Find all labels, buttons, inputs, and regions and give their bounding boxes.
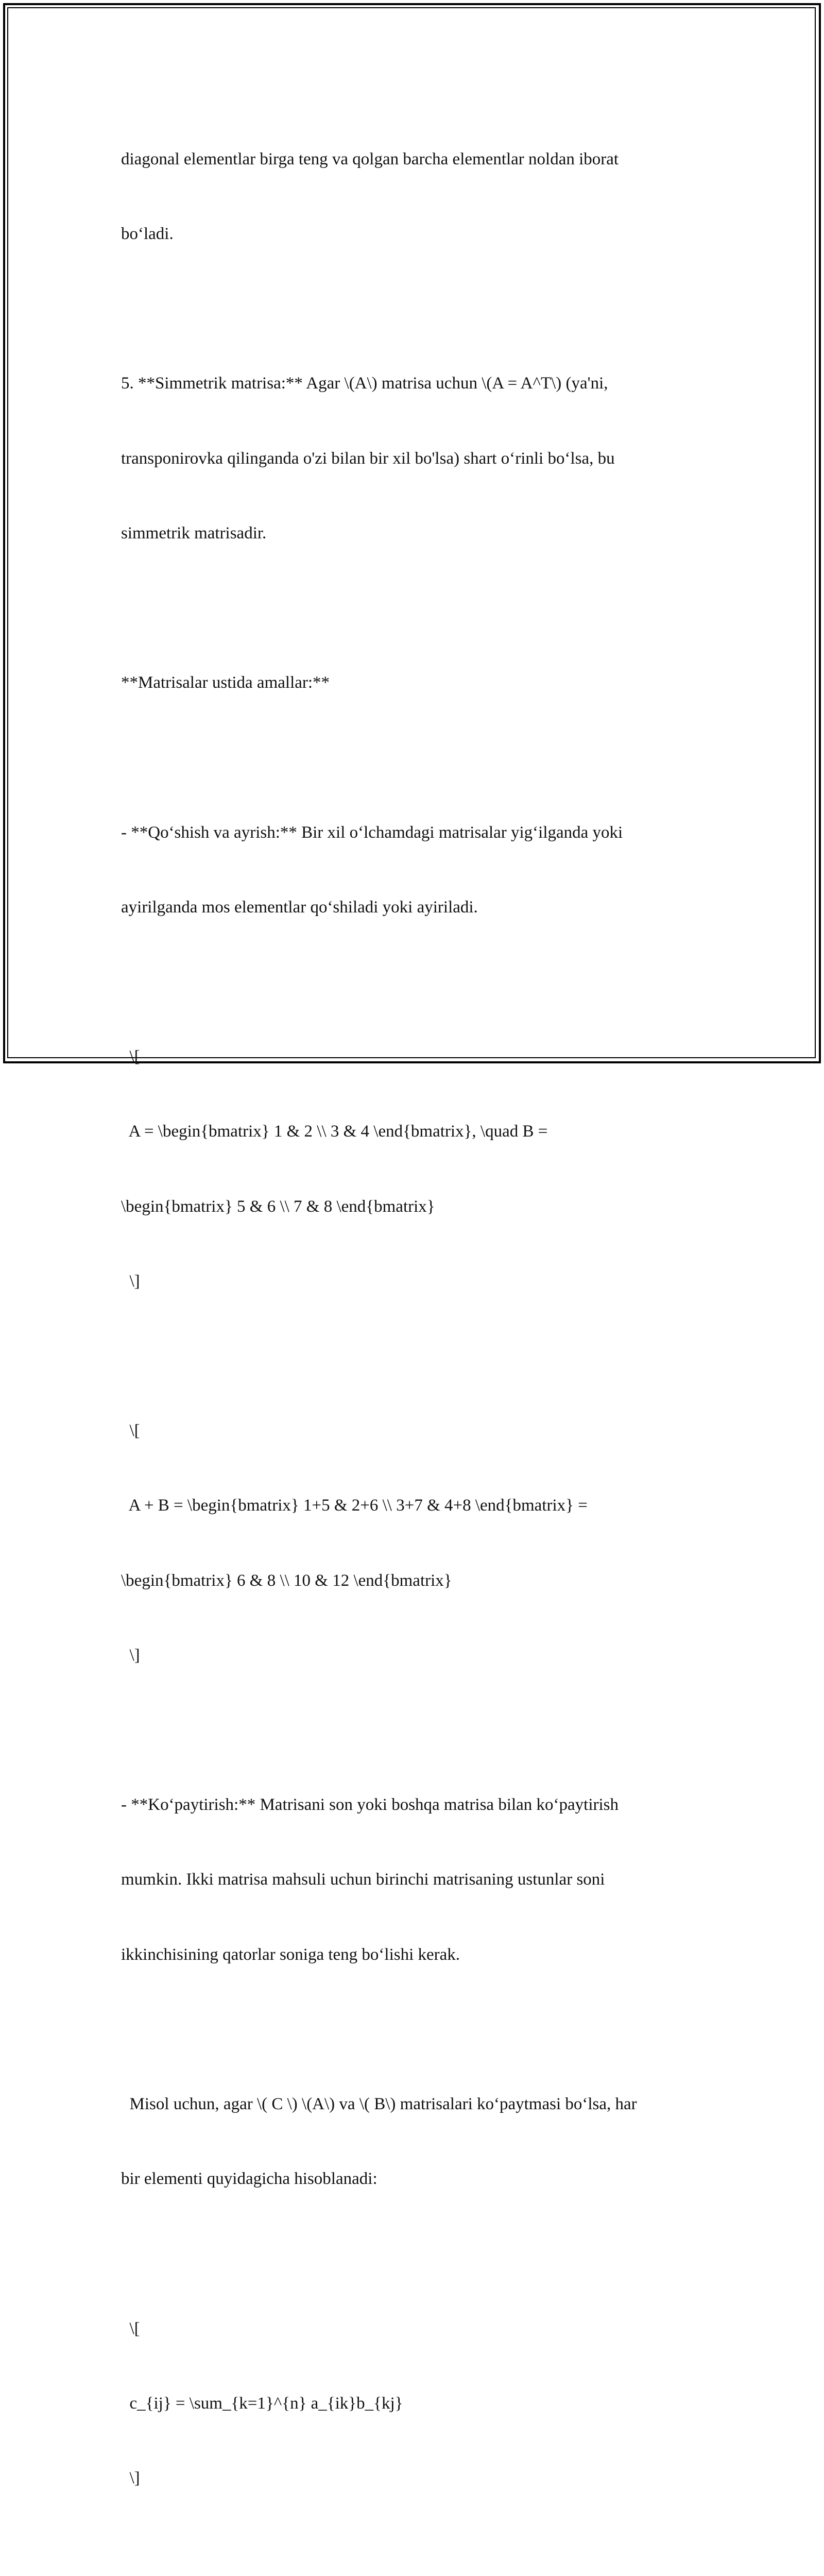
list-item-line: - **Qo‘shish va ayrish:** Bir xil o‘lchamdagi matrisalar yig‘ilganda yoki [121, 823, 623, 842]
formula-line: \begin{bmatrix} 5 & 6 \\ 7 & 8 \end{bmatrix} [121, 1197, 435, 1216]
formula-line: \[ [121, 2319, 140, 2338]
text-line: simmetrik matrisadir. [121, 523, 267, 543]
blank-line [121, 970, 713, 994]
formula-line: \[ [121, 1421, 140, 1440]
blank-line [121, 2540, 713, 2565]
list-item-line: - **Ko‘paytirish:** Matrisani son yoki boshqa matrisa bilan ko‘paytirish [121, 1795, 619, 1815]
section-heading: **Matrisalar ustida amallar:** [121, 673, 330, 692]
formula-line: c_{ij} = \sum_{k=1}^{n} a_{ik}b_{kj} [121, 2394, 403, 2413]
text-line: Misol uchun, agar \( C \) \(A\) va \( B\) matrisalari ko‘paytmasi bo‘lsa, har [121, 2095, 637, 2114]
formula-line: \begin{bmatrix} 6 & 8 \\ 10 & 12 \end{bmatrix} [121, 1571, 452, 1590]
text-line: diagonal elementlar birga teng va qolgan barcha elementlar noldan iborat [121, 149, 619, 168]
blank-line [121, 1718, 713, 1742]
blank-line [121, 596, 713, 620]
blank-line [121, 745, 713, 770]
formula-line: \] [121, 1646, 140, 1665]
blank-line [121, 2242, 713, 2266]
text-line: bo‘ladi. [121, 225, 174, 244]
text-line: ikkinchisining qatorlar soniga teng bo‘lishi kerak. [121, 1945, 460, 1964]
text-line: mumkin. Ikki matrisa mahsuli uchun birinchi matrisaning ustunlar soni [121, 1870, 605, 1889]
text-line: bir elementi quyidagicha hisoblanadi: [121, 2170, 377, 2189]
text-line: ayirilganda mos elementlar qo‘shiladi yoki ayiriladi. [121, 897, 478, 917]
text-line: transponirovka qilinganda o'zi bilan bir xil bo'lsa) shart o‘rinli bo‘lsa, bu [121, 449, 615, 468]
formula-line: \] [121, 1272, 140, 1291]
blank-line [121, 1344, 713, 1368]
formula-line: \[ [121, 1047, 140, 1066]
formula-line: \] [121, 2469, 140, 2488]
text-line: 5. **Simmetrik matrisa:** Agar \(A\) matrisa uchun \(A = A^T\) (ya'ni, [121, 374, 608, 393]
blank-line [121, 296, 713, 321]
blank-line [121, 2017, 713, 2042]
formula-line: A + B = \begin{bmatrix} 1+5 & 2+6 \\ 3+7 & 4+8 \end{bmatrix} = [121, 1496, 588, 1515]
document-body [121, 97, 713, 2576]
formula-line: A = \begin{bmatrix} 1 & 2 \\ 3 & 4 \end{bmatrix}, \quad B = [121, 1122, 548, 1141]
